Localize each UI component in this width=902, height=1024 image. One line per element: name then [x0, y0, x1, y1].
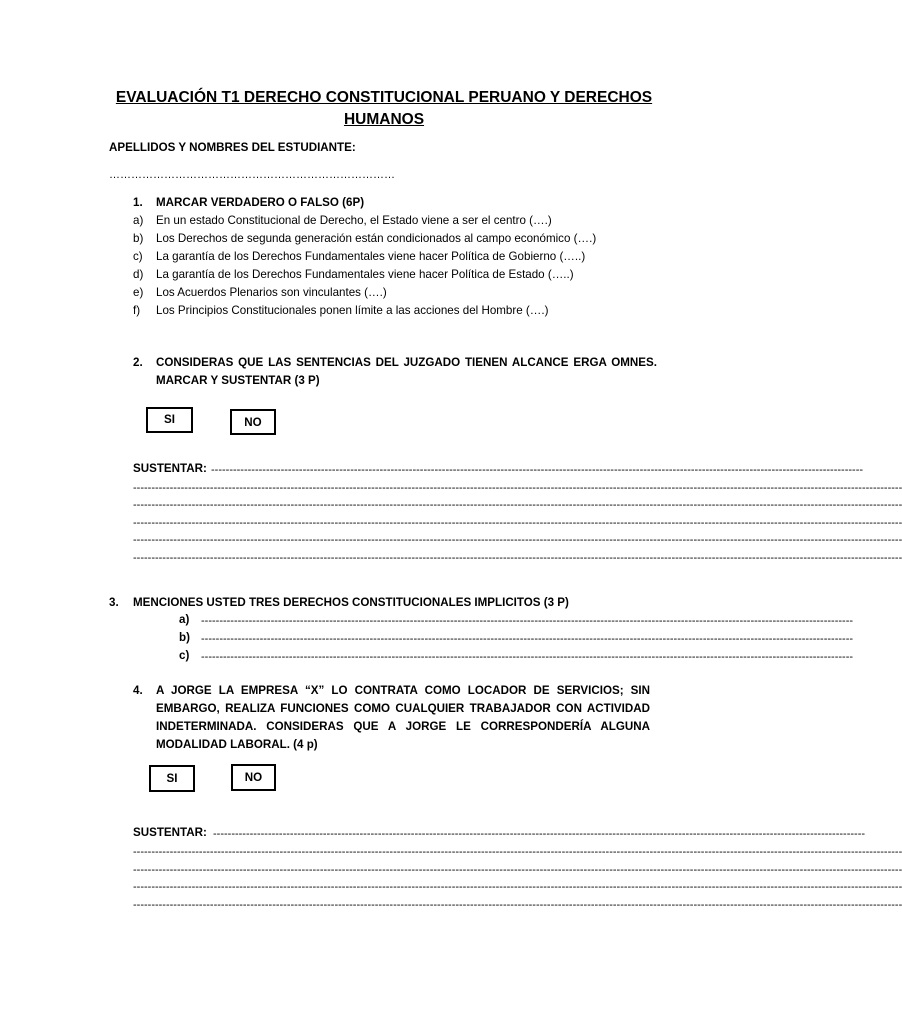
q2-answer-line[interactable]: ------------------------------------------------------------------------------------------------------------------------------------------------------------------------------------------------------------------: [133, 482, 902, 494]
student-name-label: APELLIDOS Y NOMBRES DEL ESTUDIANTE:: [109, 141, 356, 154]
q2-answer-line[interactable]: ----------------------------------------------------------------------------------------------------------------------------------------------------------------------------------: [211, 464, 864, 476]
q4-answer-line[interactable]: ----------------------------------------------------------------------------------------------------------------------------------------------------------------------------------: [213, 828, 866, 840]
q2-answer-line[interactable]: ------------------------------------------------------------------------------------------------------------------------------------------------------------------------------------------------------------------: [133, 552, 902, 564]
q2-number: 2.: [133, 356, 143, 369]
q4-si-box[interactable]: SI: [149, 765, 195, 792]
q3-letter: a): [179, 613, 190, 626]
q1-item-text: Los Derechos de segunda generación están condicionados al campo económico (….): [156, 232, 597, 245]
q4-answer-line[interactable]: ------------------------------------------------------------------------------------------------------------------------------------------------------------------------------------------------------------------: [133, 899, 902, 911]
q1-item-text: Los Principios Constitucionales ponen límite a las acciones del Hombre (….): [156, 304, 549, 317]
q4-number: 4.: [133, 684, 143, 697]
q4-text-line2: EMBARGO, REALIZA FUNCIONES COMO CUALQUIER TRABAJADOR CON ACTIVIDAD: [156, 702, 650, 715]
q2-answer-line[interactable]: ------------------------------------------------------------------------------------------------------------------------------------------------------------------------------------------------------------------: [133, 534, 902, 546]
q1-item-letter: b): [133, 232, 144, 245]
q4-text-line3: INDETERMINADA. CONSIDERAS QUE A JORGE LE CORRESPONDERÍA ALGUNA: [156, 720, 650, 733]
q4-answer-line[interactable]: ------------------------------------------------------------------------------------------------------------------------------------------------------------------------------------------------------------------: [133, 881, 902, 893]
q4-answer-line[interactable]: ------------------------------------------------------------------------------------------------------------------------------------------------------------------------------------------------------------------: [133, 846, 902, 858]
q4-text-line4: MODALIDAD LABORAL. (4 p): [156, 738, 318, 751]
q1-item-letter: d): [133, 268, 144, 281]
q1-item-text: La garantía de los Derechos Fundamentales viene hacer Política de Estado (…..): [156, 268, 574, 281]
q4-sustentar-label: SUSTENTAR:: [133, 826, 207, 839]
q3-letter: c): [179, 649, 190, 662]
q2-text-line2: MARCAR Y SUSTENTAR (3 P): [156, 374, 320, 387]
q3-letter: b): [179, 631, 190, 644]
q1-heading: MARCAR VERDADERO O FALSO (6P): [156, 196, 365, 209]
q1-item-text: La garantía de los Derechos Fundamentales viene hacer Política de Gobierno (…..): [156, 250, 586, 263]
page-title: EVALUACIÓN T1 DERECHO CONSTITUCIONAL PERUANO Y DERECHOS HUMANOS: [115, 89, 653, 128]
student-name-field[interactable]: ……………………………………………………………………: [109, 169, 395, 181]
q1-item-letter: a): [133, 214, 144, 227]
q1-item-letter: c): [133, 250, 143, 263]
q4-text-line1: A JORGE LA EMPRESA “X” LO CONTRATA COMO LOCADOR DE SERVICIOS; SIN: [156, 684, 650, 697]
q3-number: 3.: [109, 596, 119, 609]
q1-item-letter: e): [133, 286, 144, 299]
q3-answer-line[interactable]: ----------------------------------------------------------------------------------------------------------------------------------------------------------------------------------: [201, 615, 854, 627]
q3-heading: MENCIONES USTED TRES DERECHOS CONSTITUCIONALES IMPLICITOS (3 P): [133, 596, 569, 609]
q2-sustentar-label: SUSTENTAR:: [133, 462, 207, 475]
q4-answer-line[interactable]: ------------------------------------------------------------------------------------------------------------------------------------------------------------------------------------------------------------------: [133, 864, 902, 876]
q3-answer-line[interactable]: ----------------------------------------------------------------------------------------------------------------------------------------------------------------------------------: [201, 651, 854, 663]
q3-answer-line[interactable]: ----------------------------------------------------------------------------------------------------------------------------------------------------------------------------------: [201, 633, 854, 645]
q2-si-box[interactable]: SI: [146, 407, 193, 433]
q2-answer-line[interactable]: ------------------------------------------------------------------------------------------------------------------------------------------------------------------------------------------------------------------: [133, 499, 902, 511]
q2-text-line1: CONSIDERAS QUE LAS SENTENCIAS DEL JUZGADO TIENEN ALCANCE ERGA OMNES.: [156, 356, 657, 369]
q1-item-letter: f): [133, 304, 141, 317]
q1-number: 1.: [133, 196, 143, 209]
q2-answer-line[interactable]: ------------------------------------------------------------------------------------------------------------------------------------------------------------------------------------------------------------------: [133, 517, 902, 529]
q1-item-text: En un estado Constitucional de Derecho, el Estado viene a ser el centro (….): [156, 214, 552, 227]
q2-no-box[interactable]: NO: [230, 409, 276, 435]
q1-item-text: Los Acuerdos Plenarios son vinculantes (….): [156, 286, 387, 299]
q4-no-box[interactable]: NO: [231, 764, 276, 791]
